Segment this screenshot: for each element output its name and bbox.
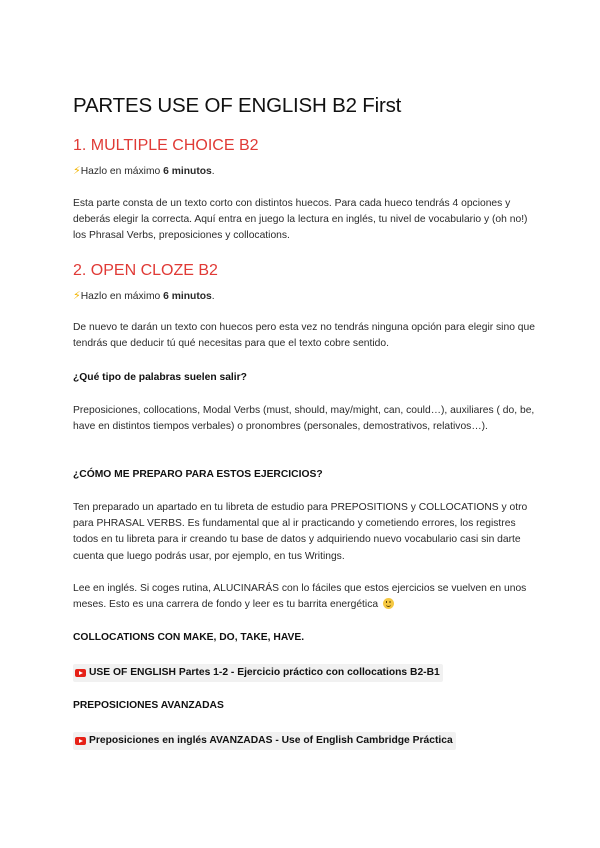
section-heading-multiple-choice: 1. MULTIPLE CHOICE B2 — [73, 137, 259, 154]
link-label[interactable]: Preposiciones en inglés AVANZADAS - Use of English Cambridge Práctica — [89, 735, 453, 746]
lightning-bolt-icon: ⚡ — [73, 165, 81, 177]
preparation-description: Ten preparado un apartado en tu libreta de estudio para PREPOSITIONS y COLLOCATIONS y otro para PHRASAL VERBS. Es fundamental que al ir practicando y cometiendo errores, los registres todos en tu libreta para ir creando tu base de datos y adquiriendo nuevo vocabulario casi sin darte cuenta que luego podrás usar, por ejemplo, en tus Writings. — [73, 502, 528, 562]
section-heading-open-cloze: 2. OPEN CLOZE B2 — [73, 262, 218, 279]
time-limit-value: 6 minutos — [163, 166, 212, 177]
open-cloze-description: De nuevo te darán un texto con huecos pero esta vez no tendrás ninguna opción para elegir sino que tendrás que deducir tú qué necesitas para que el texto cobre sentido. — [73, 322, 535, 350]
reading-advice-text: Lee en inglés. Si coges rutina, ALUCINARÁS con lo fáciles que estos ejercicios se vuelven en unos meses. Esto es una carrera de fondo y leer es tu barrita energética — [73, 583, 527, 611]
question-word-types: ¿Qué tipo de palabras suelen salir? — [73, 372, 247, 383]
word-types-description: Preposiciones, collocations, Modal Verbs (must, should, may/might, can, could…), auxiliares ( do, be, have en distintos tiempos verbales) o pronombres (personales, demostrativos, relativos…). — [73, 405, 535, 433]
page-title: PARTES USE OF ENGLISH B2 First — [73, 94, 402, 117]
slightly-smiling-face-icon — [383, 598, 394, 609]
collocations-heading: COLLOCATIONS CON MAKE, DO, TAKE, HAVE. — [73, 632, 305, 643]
time-limit-note — [73, 288, 538, 305]
time-limit-suffix: . — [211, 166, 215, 177]
youtube-link-prepositions[interactable] — [73, 732, 456, 750]
lightning-bolt-icon: ⚡ — [73, 290, 81, 302]
reading-advice — [73, 581, 538, 613]
time-limit-suffix: . — [211, 291, 215, 302]
youtube-link-collocations[interactable] — [73, 664, 443, 682]
advanced-prepositions-heading: PREPOSICIONES AVANZADAS — [73, 700, 224, 711]
time-limit-text: Hazlo en máximo — [80, 166, 164, 177]
time-limit-text: Hazlo en máximo — [80, 291, 164, 302]
link-chip[interactable] — [73, 732, 456, 750]
time-limit-value: 6 minutos — [163, 291, 212, 302]
youtube-play-icon — [75, 737, 86, 745]
youtube-play-icon — [75, 669, 86, 677]
multiple-choice-description: Esta parte consta de un texto corto con distintos huecos. Para cada hueco tendrás 4 opciones y deberás elegir la correcta. Aquí entra en juego la lectura en inglés, tu nivel de vocabulario y (oh no!) los Phrasal Verbs, preposiciones y collocations. — [73, 198, 528, 242]
link-label[interactable]: USE OF ENGLISH Partes 1-2 - Ejercicio práctico con collocations B2-B1 — [89, 667, 440, 678]
question-how-to-prepare: ¿CÓMO ME PREPARO PARA ESTOS EJERCICIOS? — [73, 469, 323, 480]
link-chip[interactable] — [73, 664, 443, 682]
time-limit-note — [73, 163, 538, 180]
